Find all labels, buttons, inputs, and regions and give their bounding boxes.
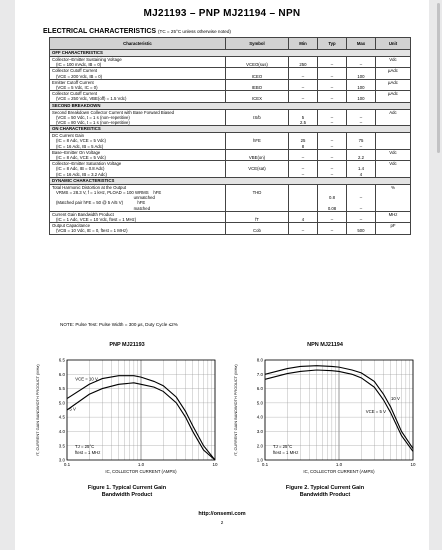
- test-condition: (IC = 1 Adc, VCE = 10 Vdc, ftest = 1 MHz): [56, 217, 137, 223]
- scrollbar[interactable]: [437, 3, 440, 153]
- table-cell: 2.2: [347, 149, 376, 160]
- caption-line: Figure 2. Typical Current Gain: [285, 485, 365, 491]
- series-label: 10 V: [391, 396, 400, 401]
- table-cell: MHz: [376, 211, 411, 222]
- table-cell: µAdc: [376, 79, 411, 90]
- characteristic-cell: [50, 133, 226, 150]
- chart-title: NPN MJ21194: [307, 342, 343, 348]
- table-row: [50, 79, 411, 90]
- test-condition: (VCE = 5 Vdc, IC = 0): [56, 85, 98, 91]
- x-tick-label: 10: [410, 462, 416, 467]
- table-cell: Adc: [376, 109, 411, 126]
- table-row: [50, 184, 411, 211]
- column-header: Typ: [318, 38, 347, 50]
- section-row: [50, 126, 411, 133]
- column-header: Min: [289, 38, 318, 50]
- table-cell: –: [318, 57, 347, 68]
- table-row: [50, 223, 411, 234]
- y-tick-label: 4.0: [58, 429, 65, 435]
- table-row: [50, 161, 411, 178]
- table-cell: –: [289, 68, 318, 79]
- table-cell: %: [376, 184, 411, 211]
- test-condition: (IC = 16 Adc, IB = 3.2 Adc): [56, 171, 107, 177]
- column-header: Symbol: [226, 38, 289, 50]
- test-condition: (VCE = 50 Vdc, t = 1 s (non–repetitive): [56, 114, 130, 120]
- table-cell: VCEO(sus): [226, 57, 289, 68]
- characteristic-cell: [50, 184, 226, 211]
- figure-caption: [225, 485, 425, 499]
- table-cell: –: [318, 91, 347, 102]
- table-cell: µAdc: [376, 91, 411, 102]
- table-cell: 100: [347, 79, 376, 90]
- table-cell: ICEX: [226, 91, 289, 102]
- series-label: 5 V: [69, 406, 76, 412]
- y-tick-label: 6.0: [58, 371, 65, 377]
- characteristic-name: Output Capacitance: [52, 223, 90, 229]
- characteristic-name: Base–Emitter On Voltage: [52, 149, 101, 155]
- table-cell: OFF CHARACTERISTICS: [50, 50, 411, 57]
- table-cell: 500: [347, 223, 376, 234]
- section-row: [50, 102, 411, 109]
- characteristic-name: Collector Cutoff Current: [52, 91, 98, 97]
- section-row: [50, 177, 411, 184]
- column-header: Unit: [376, 38, 411, 50]
- test-condition: (IC = 8 Adc, VCE = 5 Vdc): [56, 138, 106, 144]
- table-cell: Vdc: [376, 161, 411, 178]
- y-tick-label: 4.5: [58, 414, 65, 420]
- test-condition: (IC = 8 Adc, IB = 0.8 Adc): [56, 166, 105, 172]
- table-cell: –: [289, 91, 318, 102]
- datasheet-page: [15, 0, 429, 550]
- table-row: [50, 211, 411, 222]
- table-cell: ON CHARACTERISTICS: [50, 126, 411, 133]
- test-condition: (VCB = 10 Vdc, IE = 0, ftest = 1 MHz): [56, 228, 128, 234]
- table-cell: IEBO: [226, 79, 289, 90]
- characteristic-name: DC Current Gain: [52, 133, 84, 139]
- table-cell: fT: [226, 211, 289, 222]
- table-cell: –: [289, 149, 318, 160]
- y-tick-label: 1.0: [256, 457, 263, 463]
- caption-line: Bandwidth Product: [101, 492, 153, 498]
- table-cell: ICEO: [226, 68, 289, 79]
- column-header: Characteristic: [50, 38, 226, 50]
- table-cell: pF: [376, 223, 411, 234]
- table-cell: µAdc: [376, 68, 411, 79]
- table-row: [50, 149, 411, 160]
- table-cell: –: [289, 223, 318, 234]
- figure-caption: [27, 485, 227, 499]
- characteristic-cell: [50, 57, 226, 68]
- table-row: [50, 109, 411, 126]
- x-tick-label: 0.1: [261, 462, 269, 467]
- table-cell: –: [318, 211, 347, 222]
- table-cell: 4: [289, 211, 318, 222]
- table-header-row: [50, 38, 411, 50]
- characteristic-name: Collector–Emitter Sustaining Voltage: [52, 57, 122, 62]
- table-cell: DYNAMIC CHARACTERISTICS: [50, 177, 411, 184]
- test-condition: (IC = 16 Adc, IB = 5 Adc): [56, 143, 104, 149]
- table-cell: SECOND BREAKDOWN: [50, 102, 411, 109]
- table-cell: hFE: [226, 133, 289, 150]
- table-cell: VBE(on): [226, 149, 289, 160]
- x-tick-label: 1.0: [335, 462, 343, 467]
- chart-svg: [27, 348, 227, 488]
- caption-line: Bandwidth Product: [299, 492, 351, 498]
- electrical-characteristics-title: [43, 28, 231, 35]
- figure-2-npn-chart: [225, 342, 425, 502]
- characteristic-name: Current Gain Bandwidth Product: [52, 211, 114, 217]
- characteristic-cell: [50, 91, 226, 102]
- test-condition: matched: [56, 205, 151, 211]
- table-cell: – –: [318, 161, 347, 178]
- page-number: 2: [220, 520, 224, 525]
- table-cell: [289, 184, 318, 211]
- chart-annotation: ftest = 1 MHz: [75, 450, 101, 455]
- y-tick-label: 5.5: [58, 386, 65, 392]
- chart-title: PNP MJ21193: [109, 342, 145, 348]
- characteristic-cell: [50, 223, 226, 234]
- x-tick-label: 1.0: [137, 462, 145, 467]
- table-cell: 5 2.5: [289, 109, 318, 126]
- y-tick-label: 2.0: [256, 443, 263, 449]
- y-tick-label: 3.0: [256, 429, 263, 435]
- section-row: [50, 50, 411, 57]
- characteristic-name: Second Breakdown Collector Current with Base Forward Biased: [52, 109, 175, 115]
- electrical-characteristics-table: [49, 37, 411, 235]
- x-tick-label: 0.1: [63, 462, 71, 467]
- table-cell: 250: [289, 57, 318, 68]
- caption-line: Figure 1. Typical Current Gain: [87, 485, 167, 491]
- footer-url[interactable]: http://onsemi.com: [198, 511, 246, 517]
- test-condition: (VCE = 200 Vdc, IB = 0): [56, 73, 103, 79]
- test-condition: unmatched: [56, 195, 155, 201]
- table-cell: –: [318, 79, 347, 90]
- y-tick-label: 5.0: [58, 400, 65, 406]
- y-tick-label: 3.0: [58, 457, 65, 463]
- chart-annotation: ftest = 1 MHz: [273, 450, 299, 455]
- characteristic-cell: [50, 149, 226, 160]
- x-tick-label: 10: [212, 462, 218, 467]
- table-cell: –: [318, 149, 347, 160]
- table-cell: VCE(sat): [226, 161, 289, 178]
- table-cell: – –: [289, 161, 318, 178]
- y-tick-label: 5.0: [256, 400, 263, 406]
- table-note: NOTE: Pulse Test: Pulse Width = 300 µs, Duty Cycle ≤2%: [60, 322, 178, 327]
- table-cell: IS/b: [226, 109, 289, 126]
- table-cell: –: [347, 211, 376, 222]
- ec-title-text: ELECTRICAL CHARACTERISTICS: [43, 28, 157, 35]
- y-tick-label: 3.5: [58, 443, 65, 449]
- table-cell: Cob: [226, 223, 289, 234]
- table-cell: –: [347, 57, 376, 68]
- y-axis-label: fT, CURRENT GAIN BANDWIDTH PRODUCT (MHz): [233, 364, 238, 456]
- table-cell: – –: [318, 133, 347, 150]
- test-condition: VRMS = 28.3 V, f = 1 kHz, PLOAD = 100 WRMS hFE: [56, 190, 162, 196]
- table-row: [50, 133, 411, 150]
- characteristic-cell: [50, 109, 226, 126]
- characteristic-name: Collector Cutoff Current: [52, 68, 98, 74]
- test-condition: (Matched pair hFE = 50 @ 5 A/5 V) hFE: [56, 200, 146, 206]
- document-title: MJ21193 – PNP MJ21194 – NPN: [143, 8, 301, 19]
- ec-conditions: (TC = 25°C unless otherwise noted): [158, 29, 231, 34]
- table-cell: –: [289, 79, 318, 90]
- x-axis-label: IC, COLLECTOR CURRENT (AMPS): [303, 469, 375, 474]
- series-label: VCE = 10 V: [75, 376, 98, 382]
- table-cell: 1.4 4: [347, 161, 376, 178]
- column-header: Max: [347, 38, 376, 50]
- table-cell: [376, 133, 411, 150]
- test-condition: (IC = 100 mAdc, IB = 0): [56, 62, 102, 68]
- table-cell: 75 –: [347, 133, 376, 150]
- table-cell: 100: [347, 91, 376, 102]
- characteristic-cell: [50, 79, 226, 90]
- table-cell: 100: [347, 68, 376, 79]
- chart-annotation: TJ = 25°C: [75, 444, 95, 449]
- series-label: VCE = 5 V: [365, 409, 386, 414]
- y-tick-label: 8.0: [256, 357, 263, 363]
- test-condition: (IC = 8 Adc, VCE = 5 Vdc): [56, 155, 106, 161]
- table-cell: –: [318, 223, 347, 234]
- characteristic-name: Emitter Cutoff Current: [52, 79, 94, 85]
- chart-annotation: TJ = 25°C: [273, 444, 293, 449]
- chart-svg: [225, 348, 425, 488]
- test-condition: (VCE = 80 Vdc, t = 1 s (non–repetitive): [56, 120, 130, 126]
- characteristic-cell: [50, 211, 226, 222]
- y-tick-label: 7.0: [256, 371, 263, 377]
- figure-1-pnp-chart: [27, 342, 227, 502]
- y-tick-label: 4.0: [256, 414, 263, 420]
- table-cell: – –: [318, 109, 347, 126]
- table-cell: –: [318, 68, 347, 79]
- table-cell: – –: [347, 184, 376, 211]
- table-row: [50, 68, 411, 79]
- characteristic-cell: [50, 161, 226, 178]
- table-row: [50, 57, 411, 68]
- y-axis-label: fT, CURRENT GAIN BANDWIDTH PRODUCT (MHz): [35, 364, 40, 456]
- table-cell: Vdc: [376, 149, 411, 160]
- table-cell: 0.8 0.08: [318, 184, 347, 211]
- table-cell: 25 8: [289, 133, 318, 150]
- table-cell: Vdc: [376, 57, 411, 68]
- characteristic-name: Collector–Emitter Saturation Voltage: [52, 161, 122, 167]
- test-condition: (VCE = 250 Vdc, VBE(off) = 1.5 Vdc): [56, 96, 127, 102]
- characteristic-name: Total Harmonic Distortion at the Output: [52, 184, 127, 190]
- characteristic-cell: [50, 68, 226, 79]
- table-cell: THD: [226, 184, 289, 211]
- table-cell: – –: [347, 109, 376, 126]
- y-tick-label: 6.0: [256, 386, 263, 392]
- table-row: [50, 91, 411, 102]
- x-axis-label: IC, COLLECTOR CURRENT (AMPS): [105, 469, 177, 474]
- y-tick-label: 6.5: [58, 357, 65, 363]
